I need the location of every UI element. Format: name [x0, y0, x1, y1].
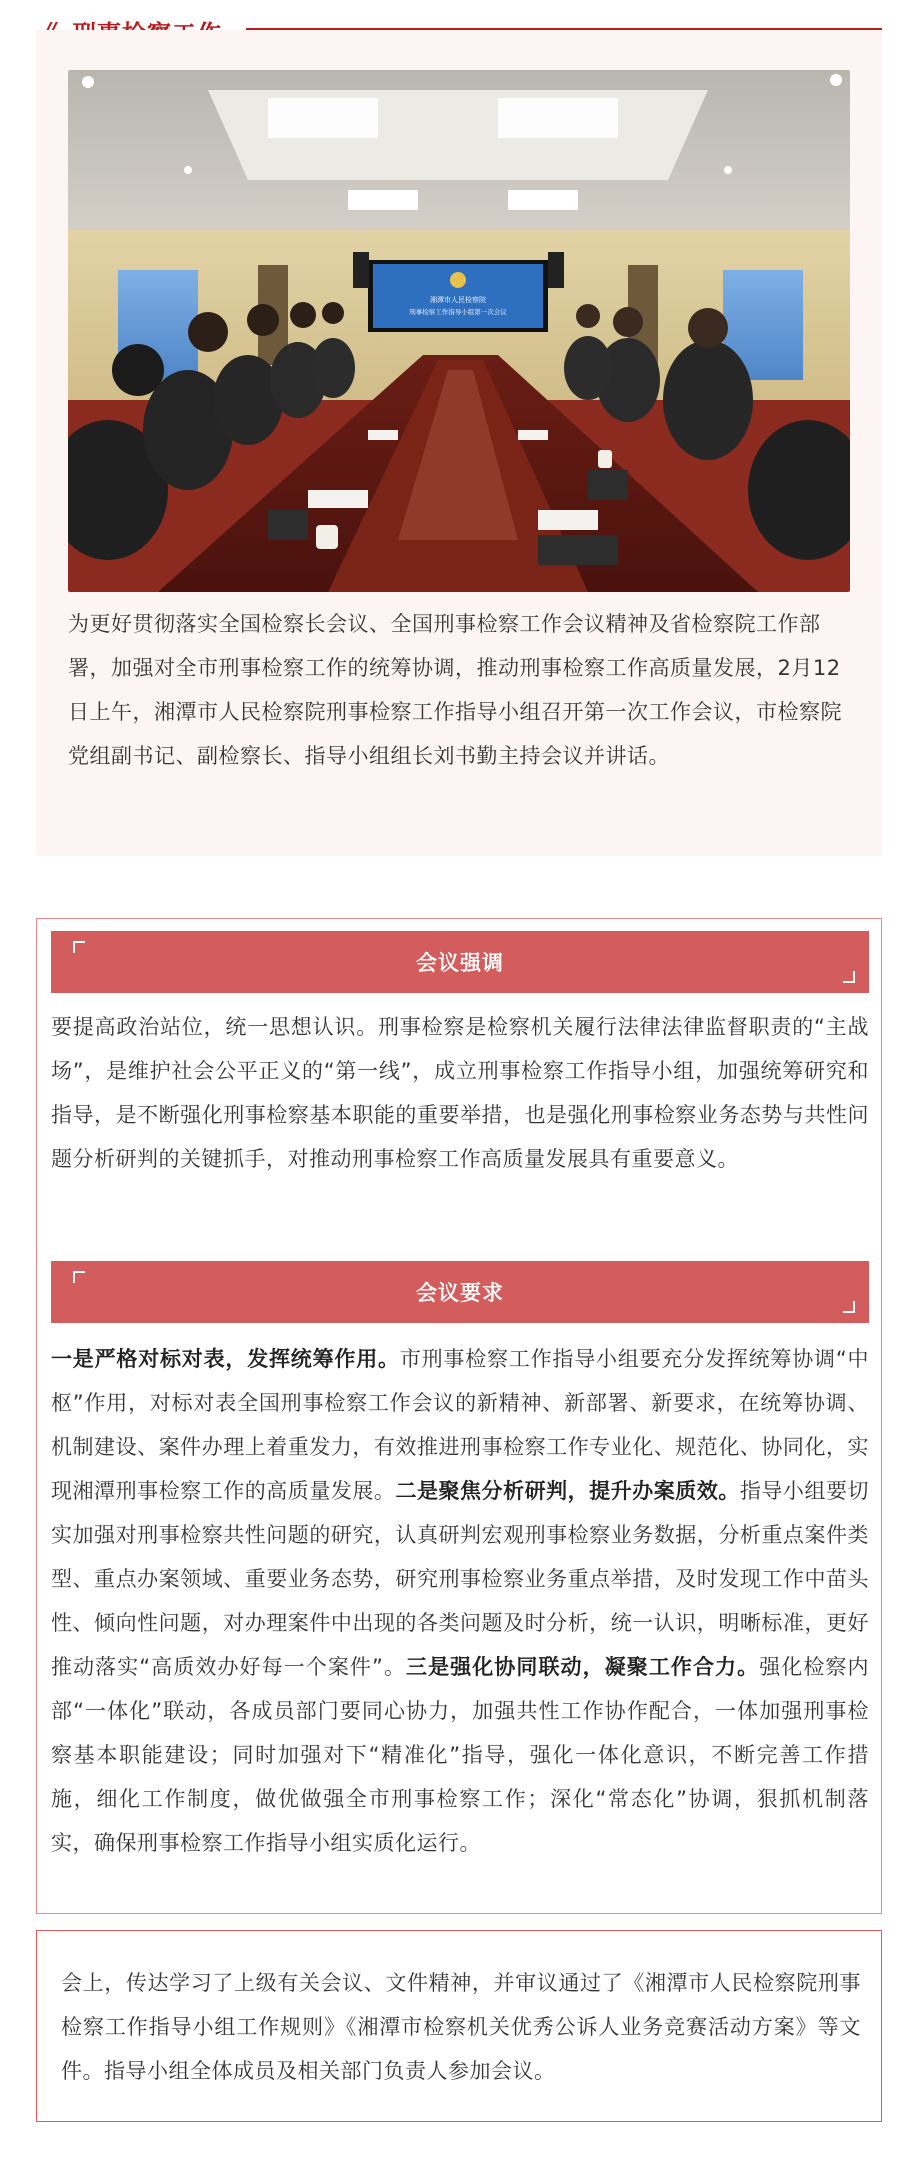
requirements-banner — [51, 1261, 869, 1323]
closing-box — [36, 1930, 882, 2122]
intro-paragraph: 为更好贯彻落实全国检察长会议、全国刑事检察工作会议精神及省检察院工作部署，加强对全市刑事检察工作的统筹协调，推动刑事检察工作高质量发展，2月12日上午，湘潭市人民检察院刑事检察工作指导小组召开第一次工作会议，市检察院党组副书记、副检察长、指导小组组长刘书勤主持会议并讲话。 — [68, 612, 842, 768]
closing-paragraph: 会上，传达学习了上级有关会议、文件精神，并审议通过了《湘潭市人民检察院刑事检察工作指导小组工作规则》《湘潭市检察机关优秀公诉人业务竞赛活动方案》等文件。指导小组全体成员及相关部门负责人参加会议。 — [61, 1971, 861, 2083]
requirement-1-title: 一是严格对标对表，发挥统筹作用。 — [51, 1347, 400, 1371]
meeting-content-box — [36, 918, 882, 1914]
corner-bottom-right-icon — [843, 971, 855, 983]
requirement-3-title: 三是强化协同联动，凝聚工作合力。 — [406, 1655, 760, 1679]
requirement-3-text: 强化检察内部“一体化”联动，各成员部门要同心协力，加强共性工作协作配合，一体加强刑事检察基本职能建设；同时加强对下“精准化”指导，强化一体化意识，不断完善工作措施，细化工作制度，做优做强全市刑事检察工作；深化“常态化”协调，狠抓机制落实，确保刑事检察工作指导小组实质化运行。 — [51, 1655, 869, 1855]
requirements-paragraph — [51, 1337, 869, 1865]
requirements-heading: 会议要求 — [416, 1281, 504, 1305]
screen-line2: 刑事检察工作指导小组第一次会议 — [409, 308, 507, 316]
requirement-2-text: 指导小组要切实加强对刑事检察共性问题的研究，认真研判宏观刑事检察业务数据，分析重点案件类型、重点办案领域、重要业务态势，研究刑事检察业务重点举措，及时发现工作中苗头性、倾向性问题，对办理案件中出现的各类问题及时分析，统一认识，明晰标准，更好推动落实“高质效办好每一个案件”。 — [51, 1479, 870, 1679]
corner-bottom-right-icon — [843, 1301, 855, 1313]
intro-card — [36, 30, 882, 856]
emphasis-paragraph: 要提高政治站位，统一思想认识。刑事检察是检察机关履行法律法律监督职责的“主战场”，是维护社会公平正义的“第一线”，成立刑事检察工作指导小组，加强统筹研究和指导，是不断强化刑事检察基本职能的重要举措，也是强化刑事检察业务态势与共性问题分析研判的关键抓手，对推动刑事检察工作高质量发展具有重要意义。 — [51, 1015, 869, 1171]
requirement-1-text: 市刑事检察工作指导小组要充分发挥统筹协调“中枢”作用，对标对表全国刑事检察工作会议的新精神、新部署、新要求，在统筹协调、机制建设、案件办理上着重发力，有效推进刑事检察工作专业化、规范化、协同化，实现湘潭刑事检察工作的高质量发展。 — [51, 1347, 869, 1503]
emphasis-heading: 会议强调 — [416, 951, 504, 975]
requirement-2-title: 二是聚焦分析研判，提升办案质效。 — [395, 1479, 740, 1503]
meeting-photo — [68, 70, 850, 592]
screen-line1: 湘潭市人民检察院 — [430, 296, 486, 304]
emphasis-banner — [51, 931, 869, 993]
